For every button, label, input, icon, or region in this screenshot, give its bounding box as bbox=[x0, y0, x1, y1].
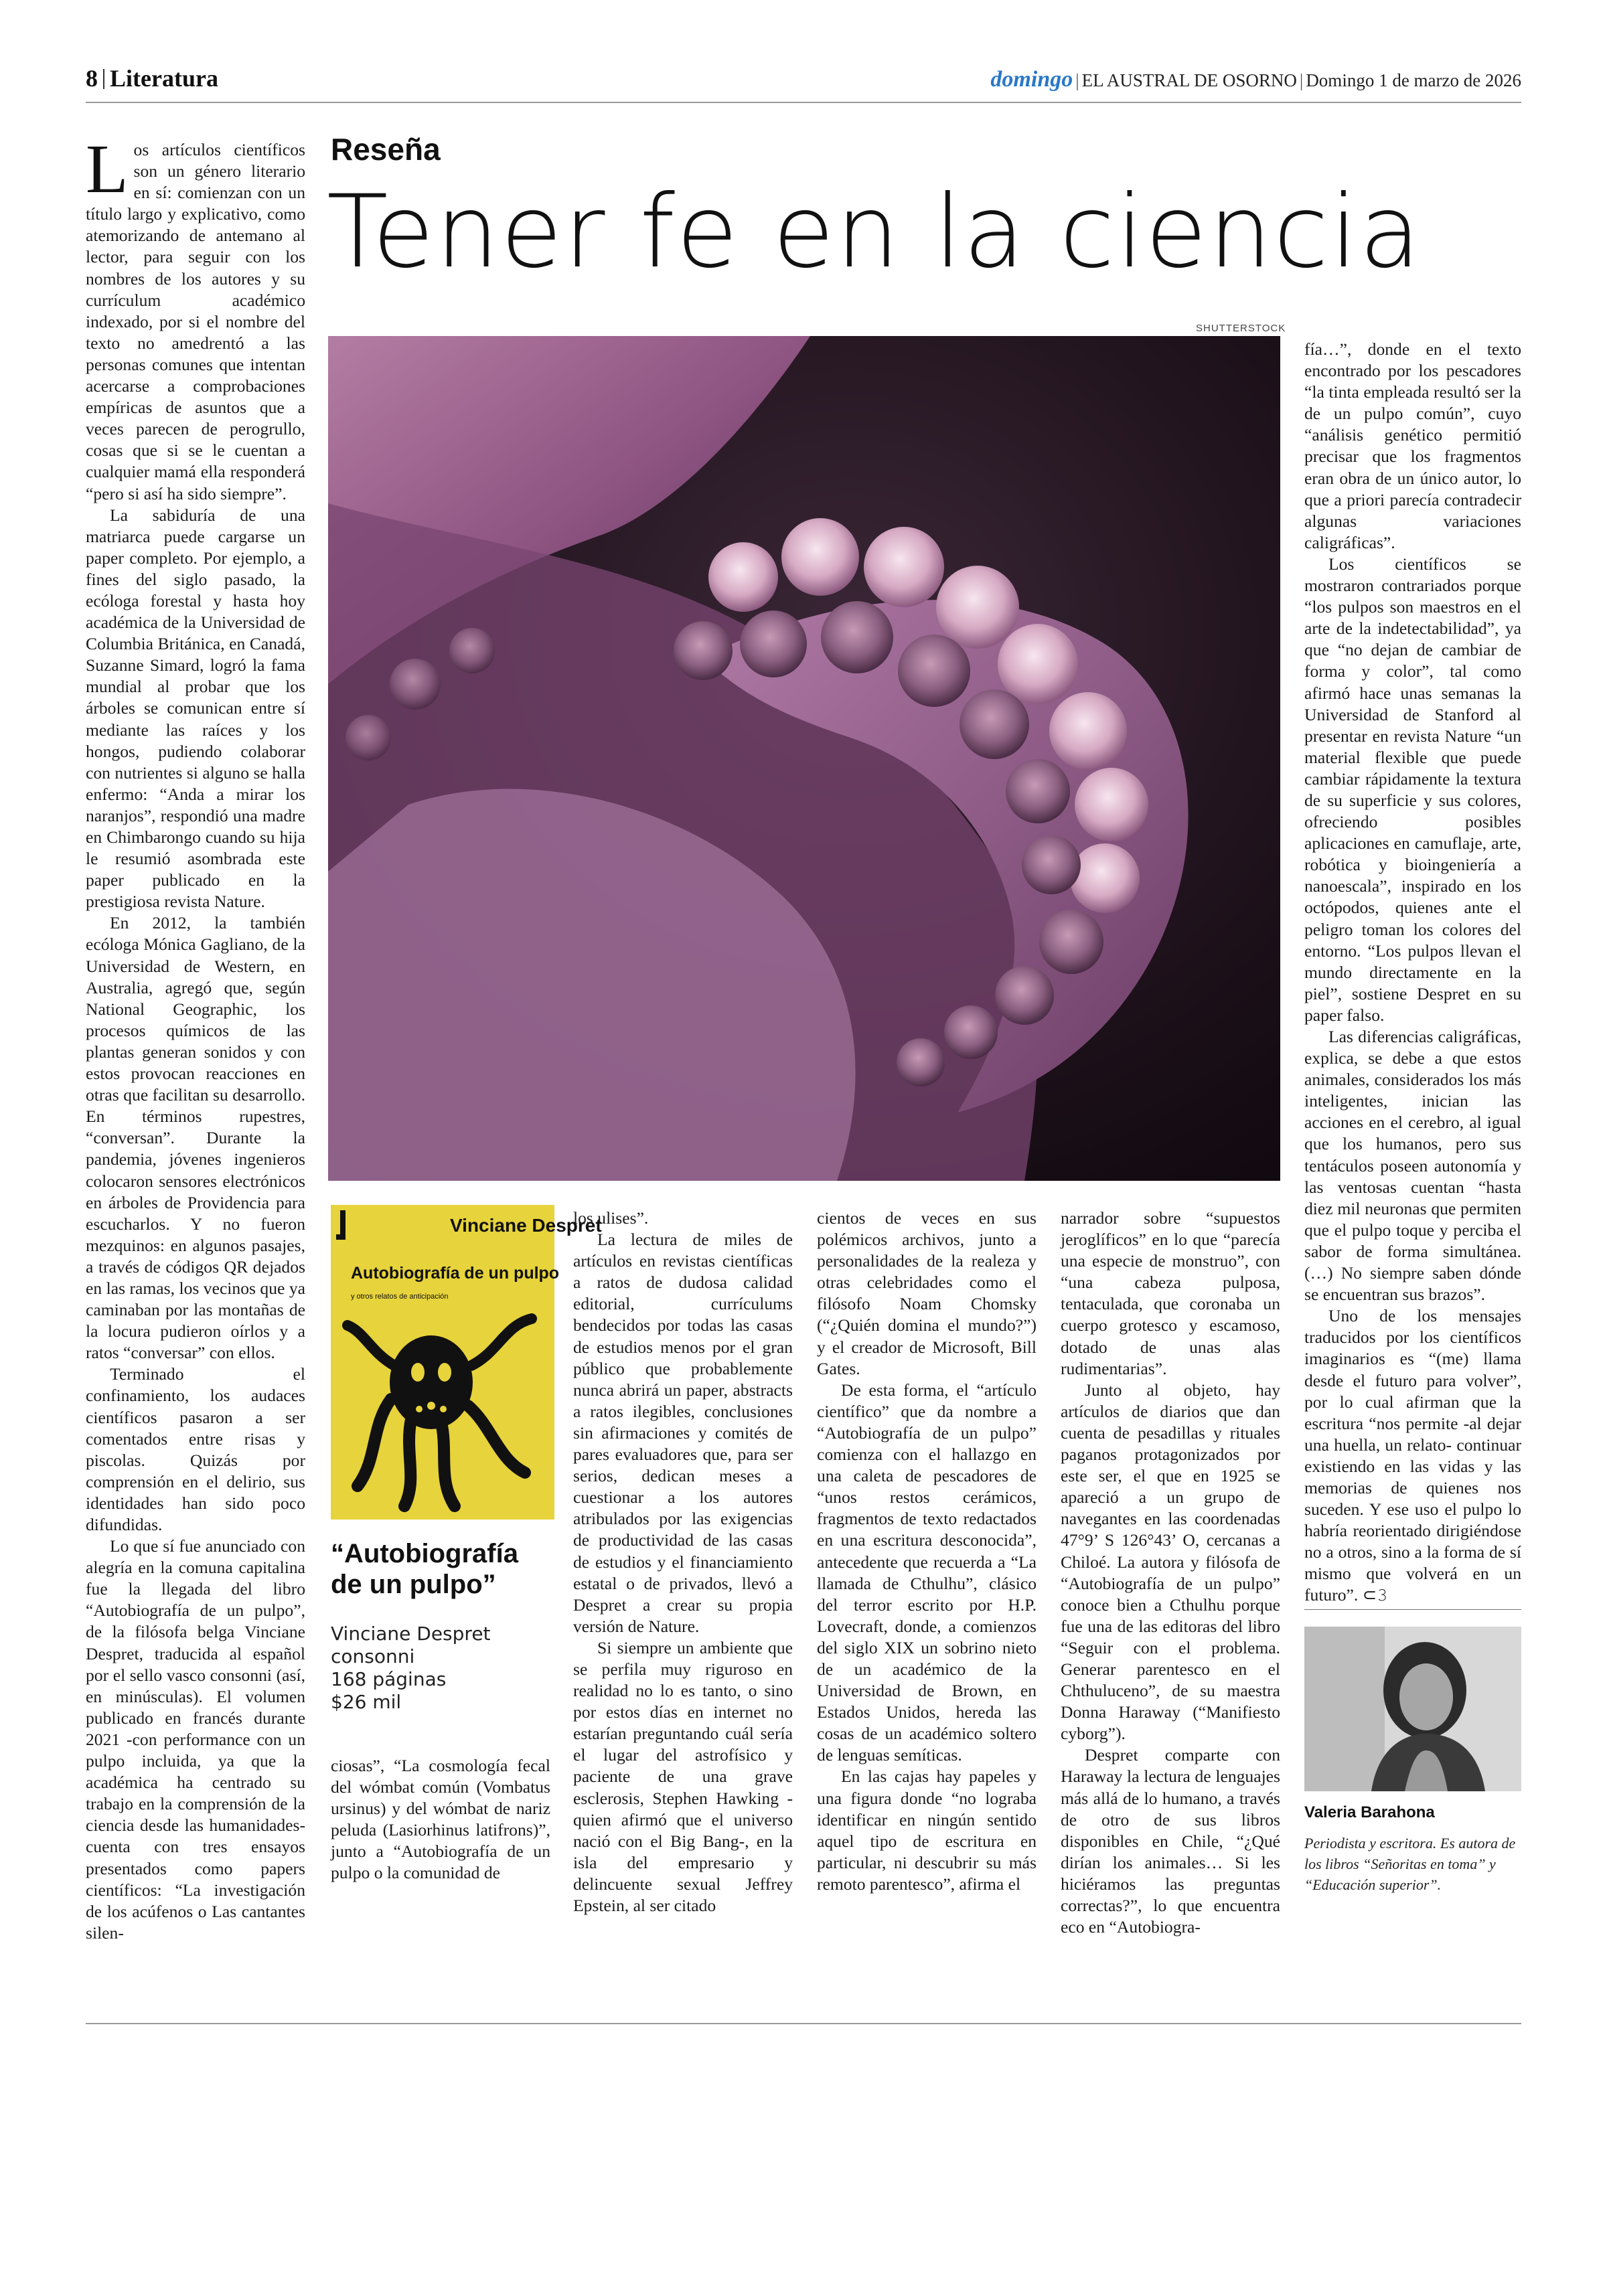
paragraph: La sabiduría de una matriarca puede cargarse un paper completo. Por ejemplo, a fines del siglo pasado, la ecóloga forestal y hasta hoy académica de la Universidad de Columbia Británica, en Canadá, Suzanne Simard, logró la fama mundial al probar que los árboles se comunican entre sí mediante las raíces y los hongos, pudiendo colaborar con nutrientes si alguno se halla enfermo: “Anda a mirar los naranjos”, respondió una madre en Chimbarongo cuando su hija le resumió asombrada este paper publicado en la prestigiosa revista Nature. bbox=[86, 505, 305, 912]
section-name: Literatura bbox=[110, 65, 218, 92]
cover-subtitle: y otros relatos de anticipación bbox=[351, 1293, 449, 1301]
newspaper-name: EL AUSTRAL DE OSORNO bbox=[1081, 70, 1297, 90]
header-divider: | bbox=[1299, 70, 1304, 90]
paragraph: La lectura de miles de artículos en revistas científicas a ratos de dudosa calidad editorial, currículums bendecidos por todas las casas de estudios menos por el gran público que probablemente nunca abrirá un paper, abstracts a ratos ilegibles, conclusiones sin afirmaciones y comités de pares evaluadores que, para ser serios, dedican meses a cuestionar a los autores atribulados por las exigencias de productividad de las casas de estudios y el financiamiento estatal o de privados, llevó a Despret a crear su propia versión de Nature. bbox=[573, 1230, 793, 1636]
paragraph-text: Uno de los mensajes traducidos por los científicos imaginarios es “(me) llama desde el futuro para volver”, por lo cual afirman que la escritura “nos permite -al dejar una huella, un relato- continuar existiendo en las vidas y las memorias de quienes nos suceden. Y ese uso el pulpo lo habría reorientado dirigiéndose no a otros, sino a la forma de sí mismo que volverá en un futuro”. bbox=[1304, 1306, 1521, 1605]
paragraph bbox=[1304, 1305, 1521, 1606]
article-column-4 bbox=[817, 1208, 1037, 1895]
paragraph: Terminado el confinamiento, los audaces científicos pasaron a ser comentados entre risas y piscolas. Quizás por comprensión en el delirio, sus identidades han sido poco difundidas. bbox=[86, 1364, 305, 1534]
article-kicker: Reseña bbox=[331, 132, 441, 167]
author-name: Valeria Barahona bbox=[1304, 1803, 1435, 1821]
paragraph: En las cajas hay papeles y una figura donde “no lograba identificar en ningún sentido aquel tipo de escritura en particular, ni descubrir su más remoto parentesco”, afirma el bbox=[817, 1767, 1037, 1894]
book-cover bbox=[331, 1205, 602, 1520]
drop-cap: L bbox=[86, 131, 129, 208]
paragraph: fía…”, donde en el texto encontrado por los pescadores “la tinta empleada resultó ser la de un pulpo común”, cuyo “análisis genético permitió precisar que los fragmentos eran obra de un único autor, lo que a priori parecía contradecir algunas variaciones caligráficas”. bbox=[1304, 339, 1521, 552]
paragraph: En 2012, la también ecóloga Mónica Gagliano, de la Universidad de Western, en Australia, agregó que, según National Geographic, los procesos químicos de las plantas generan sonidos y con estos provocan reacciones en otras que facilitan su desarrollo. En términos rupestres, “conversan”. Durante la pandemia, jóvenes ingenieros colocaron sensores electrónicos en árboles de Providencia para escucharlos. Y no fueron mezquinos: en algunos pasajes, a través de códigos QR dejados en las ramas, los vecinos que ya caminaban por las montañas de la locura pudieron oírlos y a ratos “conversar” con ellos. bbox=[86, 913, 305, 1363]
paragraph: Si siempre un ambiente que se perfila muy riguroso en realidad no lo es tanto, o sino por estos días en internet no estarían preguntando cuál sería el lugar del astrofísico y paciente de una grave esclerosis, Stephen Hawking -quien afirmó que el universo nació con el Big Bang-, en la isla del empresario y delincuente sexual Jeffrey Epstein, al ser citado bbox=[573, 1637, 793, 1915]
section-header bbox=[86, 64, 218, 92]
octopus-photo bbox=[328, 336, 1280, 1181]
book-details bbox=[331, 1623, 554, 1714]
end-of-article-icon: ⊂𝟹 bbox=[1362, 1585, 1388, 1605]
article-column-6 bbox=[1304, 339, 1521, 1607]
book-price: $26 mil bbox=[331, 1691, 402, 1713]
author-photo bbox=[1304, 1627, 1521, 1791]
author-portrait bbox=[1304, 1627, 1521, 1791]
byline-rule bbox=[1304, 1609, 1521, 1610]
octopus-illustration bbox=[328, 336, 1280, 1181]
paragraph: los ulises”. bbox=[573, 1208, 649, 1228]
article-column-3 bbox=[573, 1208, 793, 1916]
paragraph: Las diferencias caligráficas, explica, se debe a que estos animales, considerados los más inteligentes, inician las acciones en el cerebro, al igual que los humanos, pero sus tentáculos poseen autonomía y las ventosas cuentan “hasta diez mil neuronas que permiten que el pulpo toque y perciba el sabor de forma simultánea. (…) No siempre saben dónde se encuentran sus brazos”. bbox=[1304, 1027, 1521, 1305]
paragraph: cientos de veces en sus polémicos archivos, junto a personalidades de la realeza y otras celebridades como el filósofo Noam Chomsky (“¿Quién domina el mundo?”) y el creador de Microsoft, Bill Gates. bbox=[817, 1208, 1037, 1378]
book-publisher: consonni bbox=[331, 1645, 415, 1667]
paragraph: De esta forma, el “artículo científico” que da nombre a “Autobiografía de un pulpo” comienza con el hallazgo en una caleta de pescadores de “unos restos cerámicos, fragmentos de texto redactados en una escritura desconocida”, antecedente que recuerda a “La llamada de Cthulhu”, clásico del terror escrito por H.P. Lovecraft, donde, a comienzos del siglo XIX un sobrino nieto de un académico de la Universidad de Brown, en Estados Unidos, hereda las cosas de un académico soltero de lenguas semíticas. bbox=[817, 1380, 1037, 1765]
brand-name: domingo bbox=[990, 67, 1073, 92]
page-number: 8 bbox=[86, 65, 98, 92]
book-cover-art bbox=[331, 1205, 602, 1520]
paragraph: narrador sobre “supuestos jeroglíficos” en lo que “parecía una especie de monstruo”, con “una cabeza pulposa, tentaculada, que coronaba un cuerpo grotesco y escamoso, dotado de unas alas rudimentarias”. bbox=[1061, 1208, 1280, 1378]
article-column-5 bbox=[1061, 1208, 1280, 1938]
cover-title: Autobiografía de un pulpo bbox=[351, 1264, 560, 1283]
cover-author: Vinciane Despret bbox=[450, 1215, 602, 1236]
paragraph bbox=[86, 131, 305, 505]
article-headline: Tener fe en la ciencia bbox=[327, 174, 1422, 291]
paragraph: Despret comparte con Haraway la lectura de lenguajes más allá de lo humano, a través de otro de sus libros disponibles en Chile, “¿Qué dirían los animales… Si les hiciéramos las preguntas correctas?”, lo que encuentra eco en “Autobiogra- bbox=[1061, 1745, 1280, 1937]
issue-date: Domingo 1 de marzo de 2026 bbox=[1306, 70, 1521, 90]
masthead-info bbox=[990, 67, 1521, 92]
header-rule bbox=[86, 102, 1521, 103]
photo-credit: SHUTTERSTOCK bbox=[1196, 323, 1286, 334]
paragraph: ciosas”, “La cosmología fecal del wómbat común (Vombatus ursinus) y del wómbat de nariz peluda (Lasiorhinus latifrons)”, junto a “Autobiografía de un pulpo o la comunidad de bbox=[331, 1756, 550, 1883]
article-column-2 bbox=[331, 1755, 550, 1884]
article-column-1 bbox=[86, 131, 305, 1944]
paragraph: Los científicos se mostraron contrariados porque “los pulpos son maestros en el arte de la indetectabilidad”, ya que “no dejan de cambiar de forma y color”, tal como afirmó hace unas semanas la Universidad de Stanford al presentar en revista Nature “un material flexible que puede cambiar rápidamente la textura de su superficie y sus colores, ofreciendo posibles aplicaciones en camuflaje, arte, robótica y bioingeniería a nanoescala”, inspirado en los octópodos, quienes ante el peligro toman los colores del entorno. “Los pulpos llevan el mundo directamente en la piel”, sostiene Despret en su paper falso. bbox=[1304, 554, 1521, 1025]
author-bio: Periodista y escritora. Es autora de los libros “Señoritas en toma” y “Educación superior”. bbox=[1304, 1835, 1516, 1893]
book-title: “Autobiografía de un pulpo” bbox=[331, 1539, 518, 1599]
header-divider bbox=[103, 69, 104, 89]
footer-rule bbox=[86, 2023, 1521, 2024]
paragraph: Lo que sí fue anunciado con alegría en la comuna capitalina fue la llegada del libro “Autobiografía de un pulpo”, de la filósofa belga Vinciane Despret, traducida al español por el sello vasco consonni (así, en minúsculas). El volumen publicado en francés durante 2021 -con performance con un pulpo incluida, ya que la académica ha centrado su trabajo en la comprensión de la ciencia desde las humanidades- cuenta con tres ensayos presentados como papers científicos: “La investigación de los acúfenos o Las cantantes silen- bbox=[86, 1536, 305, 1943]
book-author: Vinciane Despret bbox=[331, 1623, 491, 1645]
header-divider: | bbox=[1075, 70, 1079, 90]
paragraph-text: os artículos científicos son un género literario en sí: comienzan con un título largo y explicativo, como atemorizando de antemano al lector, para seguir con los nombres de los autores y su currículum académico indexado, por si el nombre del texto no amedrentó a las personas comunes que intentan acercarse a comprobaciones empíricas de asuntos que a veces parecen de perogrullo, cosas que si se le cuentan a cualquier mamá ella responderá “pero si así ha sido siempre”. bbox=[86, 140, 305, 503]
paragraph: Junto al objeto, hay artículos de diarios que dan cuenta de pesadillas y rituales paganos protagonizados por este ser, el que en 1925 se apareció a un grupo de navegantes en las coordenadas 47°9’ S 126°43’ O, cercanas a Chiloé. La autora y filósofa de “Autobiografía de un pulpo” conoce bien a Cthulhu porque fue una de las editoras del libro “Seguir con el problema. Generar parentesco en el Chthuluceno”, de su maestra Donna Haraway (“Manifiesto cyborg”). bbox=[1061, 1380, 1280, 1744]
book-pages: 168 páginas bbox=[331, 1668, 447, 1690]
